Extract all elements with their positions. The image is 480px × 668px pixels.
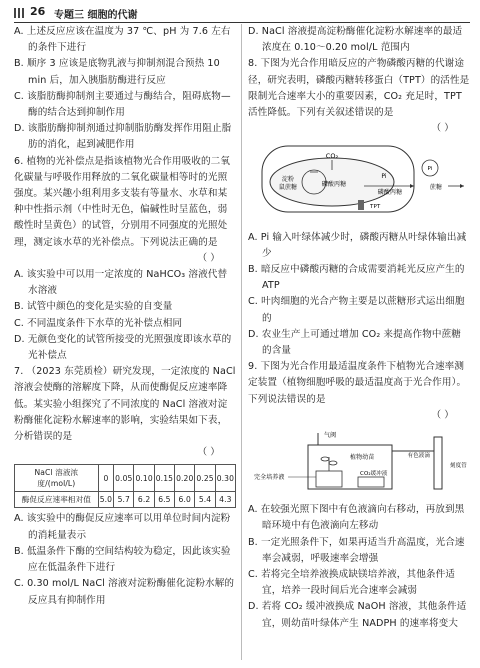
starch-label: 淀粉	[281, 176, 295, 184]
colored-drop-label: 有色液滴	[407, 453, 430, 460]
pi-label: Pi	[381, 173, 387, 181]
q7-stem: 7. （2023 东莞质检）研究发现，一定浓度的 NaCl 溶液会使酶的溶解度下降，从而使酶促反应速率降低。某实验小组探究了不同浓度的 NaCl 溶液对淀粉酶催化淀粉水解速率的影响，实验结果如下表，分析错误的是	[14, 366, 236, 443]
chapter-title: 专题三 细胞的代谢	[54, 10, 138, 21]
q6-option-b: B. 试管中颜色的变化是实验的自变量	[14, 301, 173, 313]
q7-option-a: A. 该实验中的酶促反应速率可以用单位时间内淀粉的消耗量表示	[14, 513, 231, 541]
q6-option-c: C. 不同温度条件下水草的光补偿点相同	[14, 317, 183, 329]
table-header-rate: 酶促反应速率相对值	[15, 492, 99, 508]
q7-option-d: D. NaCl 溶液提高淀粉酶催化淀粉水解速率的最适浓度在 0.10～0.20 mol/L 范围内	[248, 26, 463, 54]
q5-option-a: A. 上述反应应该在温度为 37 ℃、pH 为 7.6 左右的条件下进行	[14, 26, 231, 54]
table-cell: 0.25	[195, 465, 215, 492]
q9-option-b: B. 一定光照条件下，如果再适当升高温度，光合速率会减弱，呼吸速率会增强	[248, 536, 465, 564]
table-cell: 6.2	[134, 492, 154, 508]
q8-stem: 8. 下图为光合作用暗反应的产物磷酸丙糖的代谢途径，研究表明，磷酸丙糖转移蛋白（TPT）的活性是限制光合速率大小的重要因素，CO₂ 充足时，TPT 活性降低。下列有关叙述错误的是	[248, 58, 470, 119]
q5-option-b: B. 顺序 3 应该是底物乳液与抑制剂混合预热 10 min 后，加入胰脂肪酶进行反应	[14, 58, 220, 86]
triose-phosphate-label-1: 磷酸丙糖	[321, 181, 347, 189]
buffer-label: CO₂缓冲液	[360, 471, 388, 478]
page-header	[14, 4, 470, 22]
apparatus-diagram	[248, 427, 470, 493]
table-cell: 0	[98, 465, 113, 492]
table-cell: 6.5	[154, 492, 174, 508]
pathway-diagram	[248, 140, 470, 220]
triose-phosphate-label-2: 磷酸丙糖	[377, 189, 403, 197]
table-cell: 0.30	[215, 465, 235, 492]
q8-option-d: D. 农业生产上可通过增加 CO₂ 来提高作物中蔗糖的含量	[248, 328, 461, 357]
q9-option-c: C. 若将完全培养液换成缺镁培养液，其他条件适宜，培养一段时间后光合速率会减弱	[248, 569, 455, 597]
triose-phosphate-pathway-figure	[248, 140, 470, 226]
plant-label: 植物幼苗	[350, 454, 375, 462]
q9-stem: 9. 下图为光合作用最适温度条件下植物光合速率测定装置（植物细胞呼吸的最适温度高于光合作用）。下列说法错误的是	[248, 361, 467, 405]
q5-option-d: D. 该脂肪酶抑制剂通过抑制脂肪酶发挥作用阻止脂肪的消化，起到减肥作用	[14, 123, 232, 151]
table-row	[15, 465, 236, 492]
table-cell: 0.05	[114, 465, 134, 492]
q8-option-a: A. Pi 输入叶绿体减少时，磷酸丙糖从叶绿体输出减少	[248, 231, 467, 259]
q6-answer-blank: （ ）	[197, 252, 220, 264]
nutrient-label: 完全培养液	[254, 474, 285, 482]
q9-option-a: A. 在较强光照下图中有色液滴向右移动，再放到黑暗环境中有色液滴向左移动	[248, 504, 465, 532]
nacl-results-table	[14, 464, 236, 508]
q5-option-c: C. 该脂肪酶抑制剂主要通过与酶结合，阻碍底物—酶的结合达到抑制作用	[14, 90, 231, 119]
ruler-label: 刻度管	[450, 463, 467, 470]
cycle-label: 鼠蔗糖	[278, 184, 298, 192]
table-cell: 5.7	[114, 492, 134, 508]
header-rule	[14, 22, 470, 23]
left-column	[14, 24, 236, 609]
table-cell: 0.20	[175, 465, 195, 492]
table-cell: 5.0	[98, 492, 113, 508]
column-divider	[241, 24, 242, 660]
q7-answer-blank: （ ）	[197, 447, 220, 459]
gas-valve-label: 气阀	[324, 432, 337, 440]
table-cell: 0.10	[134, 465, 154, 492]
q8-option-b: B. 暗反应中磷酸丙糖的合成需要消耗光反应产生的 ATP	[248, 264, 465, 292]
table-cell: 0.15	[154, 465, 174, 492]
table-cell: 4.3	[215, 492, 235, 508]
q7-option-c: C. 0.30 mol/L NaCl 溶液对淀粉酶催化淀粉水解的反应具有抑制作用	[14, 578, 235, 606]
q7-option-b: B. 低温条件下酶的空间结构较为稳定，因此该实验应在低温条件下进行	[14, 545, 231, 574]
sucrose-label: 蔗糖	[429, 184, 443, 192]
q6-option-d: D. 无颜色变化的试管所接受的光照强度即该水草的光补偿点	[14, 333, 232, 362]
right-column	[248, 24, 470, 632]
header-decoration	[14, 8, 26, 18]
q6-option-a: A. 该实验中可以用一定浓度的 NaHCO₃ 溶液代替水溶液	[14, 269, 228, 297]
co2-label: CO₂	[325, 152, 339, 161]
table-row	[15, 492, 236, 508]
photosynthesis-apparatus-figure	[248, 427, 470, 499]
q9-option-d: D. 若将 CO₂ 缓冲液换成 NaOH 溶液，其他条件适宜，则幼苗叶绿体产生 NADPH 的速率将变大	[248, 601, 467, 629]
tpt-transporter-icon	[358, 200, 364, 210]
table-cell: 5.4	[195, 492, 215, 508]
q9-answer-blank: （ ）	[431, 409, 454, 421]
tpt-label: TPT	[370, 204, 381, 211]
scale-tube-icon	[434, 437, 442, 489]
pi-label-2: Pi	[427, 166, 433, 173]
q6-stem: 6. 植物的光补偿点是指该植物光合作用吸收的二氧化碳量与呼吸作用释放的二氧化碳量相等时的光照强度。某兴趣小组利用多支装有等量水、水草和某种中性指示剂（中性时无色，偏碱性时呈蓝色，弱酸性时呈黄色）的试管，分别用不同强度的光照处理，测定该水草的光补偿点。下列说法正确的是	[14, 155, 231, 248]
table-header-concentration: NaCl 溶液浓度/(mol/L)	[15, 465, 99, 492]
q8-answer-blank: （ ）	[431, 123, 454, 135]
page-number: 26	[30, 5, 46, 18]
leaf-icon	[321, 457, 329, 461]
q8-option-c: C. 叶肉细胞的光合产物主要是以蔗糖形式运出细胞的	[248, 296, 465, 324]
table-cell: 6.0	[175, 492, 195, 508]
